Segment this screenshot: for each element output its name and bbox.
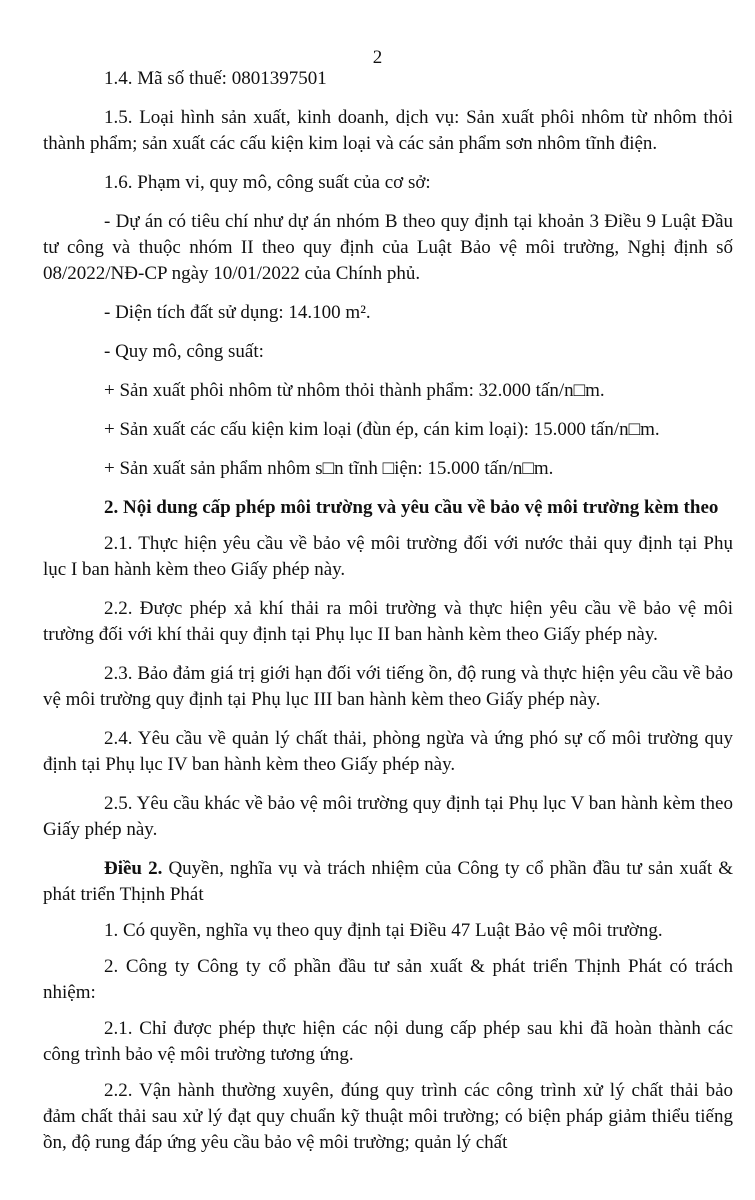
business-type-paragraph: 1.5. Loại hình sản xuất, kinh doanh, dịch vụ: Sản xuất phôi nhôm từ nhôm thỏi thành phẩm; sản xuất các cấu kiện kim loại và các sản phẩm sơn nhôm tĩnh điện.: [43, 107, 733, 154]
project-criteria-paragraph: - Dự án có tiêu chí như dự án nhóm B theo quy định tại khoản 3 Điều 9 Luật Đầu tư công và thuộc nhóm II theo quy định của Luật Bảo vệ môi trường, Nghị định số 08/2022/NĐ-CP ngày 10/01/2022 của Chính phủ.: [43, 211, 733, 284]
capacity-heading: - Quy mô, công suất:: [104, 341, 264, 362]
scope-heading: 1.6. Phạm vi, quy mô, công suất của cơ sở:: [104, 172, 431, 193]
section-2-item: 2.2. Được phép xả khí thải ra môi trường và thực hiện yêu cầu về bảo vệ môi trường đối với khí thải quy định tại Phụ lục II ban hành kèm theo Giấy phép này.: [43, 598, 733, 645]
section-2-item: 2.5. Yêu cầu khác về bảo vệ môi trường quy định tại Phụ lục V ban hành kèm theo Giấy phép này.: [43, 793, 733, 840]
section-2-item: 2.3. Bảo đảm giá trị giới hạn đối với tiếng ồn, độ rung và thực hiện yêu cầu về bảo vệ môi trường quy định tại Phụ lục III ban hành kèm theo Giấy phép này.: [43, 663, 733, 710]
capacity-item: + Sản xuất các cấu kiện kim loại (đùn ép, cán kim loại): 15.000 tấn/n□m.: [104, 419, 660, 440]
land-area-line: - Diện tích đất sử dụng: 14.100 m².: [104, 302, 371, 323]
article-2-item: 2.2. Vận hành thường xuyên, đúng quy trình các công trình xử lý chất thải bảo đảm chất thải sau xử lý đạt quy chuẩn kỹ thuật môi trường; có biện pháp giảm thiểu tiếng ồn, độ rung đáp ứng yêu cầu bảo vệ môi trường; quản lý chất: [43, 1080, 733, 1153]
article-2-item: 2.1. Chỉ được phép thực hiện các nội dung cấp phép sau khi đã hoàn thành các công trình bảo vệ môi trường tương ứng.: [43, 1018, 733, 1065]
capacity-item: + Sản xuất sản phẩm nhôm s□n tĩnh □iện: 15.000 tấn/n□m.: [104, 458, 554, 479]
document-body: [43, 66, 733, 1166]
article-2-title: Quyền, nghĩa vụ và trách nhiệm của Công ty cổ phần đầu tư sản xuất & phát triển Thịnh Phát: [43, 858, 734, 905]
article-2-item: 2. Công ty Công ty cổ phần đầu tư sản xuất & phát triển Thịnh Phát có trách nhiệm:: [43, 956, 733, 1003]
article-2-item: 1. Có quyền, nghĩa vụ theo quy định tại Điều 47 Luật Bảo vệ môi trường.: [104, 920, 663, 941]
section-2-item: 2.1. Thực hiện yêu cầu về bảo vệ môi trường đối với nước thải quy định tại Phụ lục I ban hành kèm theo Giấy phép này.: [43, 533, 733, 580]
article-2-heading: [43, 856, 733, 908]
section-2-item: 2.4. Yêu cầu về quản lý chất thải, phòng ngừa và ứng phó sự cố môi trường quy định tại Phụ lục IV ban hành kèm theo Giấy phép này.: [43, 728, 733, 775]
section-2-heading: 2. Nội dung cấp phép môi trường và yêu cầu về bảo vệ môi trường kèm theo: [104, 497, 719, 518]
capacity-item: + Sản xuất phôi nhôm từ nhôm thỏi thành phẩm: 32.000 tấn/n□m.: [104, 380, 605, 401]
article-2-label: Điều 2.: [104, 858, 163, 879]
page-number: 2: [372, 47, 383, 68]
tax-code-line: 1.4. Mã số thuế: 0801397501: [104, 68, 327, 89]
